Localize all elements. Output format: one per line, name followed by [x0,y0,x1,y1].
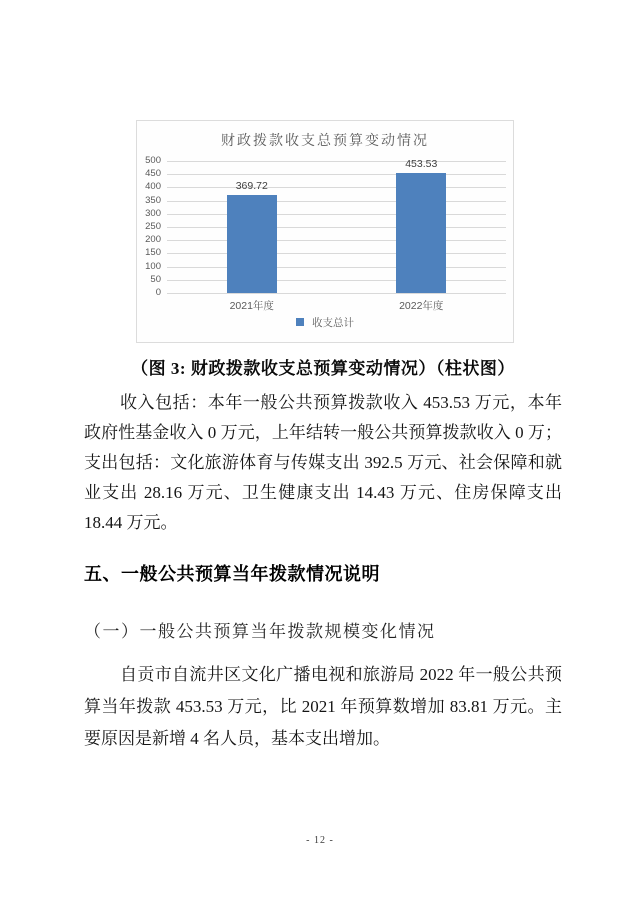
y-axis-tick-label: 400 [145,181,161,193]
bar-value-label: 453.53 [405,158,438,171]
chart-legend [137,315,513,330]
figure-caption: （图 3: 财政拨款收支总预算变动情况）（柱状图） [131,359,515,378]
bar-chart [136,120,514,343]
y-axis-tick-label: 200 [145,234,161,246]
legend-series-label: 收支总计 [311,317,354,329]
x-axis-category-label: 2022年度 [399,300,444,312]
gridline [167,227,506,228]
gridline [167,240,506,241]
legend-color-swatch-icon [296,318,304,326]
subsection-heading: （一）一般公共预算当年拨款规模变化情况 [84,622,436,641]
chart-plot-area [145,155,506,298]
gridline [167,214,506,215]
gridline [167,201,506,202]
bar-2021年度 [227,195,277,293]
y-axis-tick-label: 100 [145,260,161,272]
gridline [167,174,506,175]
y-axis-tick-label: 450 [145,168,161,180]
gridline [167,280,506,281]
paragraph-appropriation-change: 自贡市自流井区文化广播电视和旅游局 2022 年一般公共预算当年拨款 453.53 万元，比 2021 年预算数增加 83.81 万元。主要原因是新增 4 名人员，基本支出增加。 [84,665,562,748]
y-axis-tick-label: 50 [150,273,161,285]
gridline [167,161,506,162]
section-heading: 五、一般公共预算当年拨款情况说明 [84,564,380,584]
chart-title: 财政拨款收支总预算变动情况 [221,132,429,148]
gridline [167,267,506,268]
x-axis-category-label: 2021年度 [229,300,274,312]
y-axis-tick-label: 300 [145,207,161,219]
y-axis-tick-label: 0 [155,287,161,298]
gridline [167,253,506,254]
y-axis-tick-label: 150 [145,247,161,259]
gridline [167,187,506,188]
y-axis-tick-label: 250 [145,221,161,232]
y-axis-tick-label: 350 [145,194,161,206]
paragraph-income-expenditure: 收入包括：本年一般公共预算拨款收入 453.53 万元，本年政府性基金收入 0 万元，上年结转一般公共预算拨款收入 0 万；支出包括：文化旅游体育与传媒支出 392.5 万元、社会保障和就业支出 28.16 万元、卫生健康支出 14.43 万元、住房保障支出 18.44 万元。 [84,393,562,532]
y-axis-tick-label: 500 [145,155,161,166]
bar-value-label: 369.72 [235,180,268,193]
bar-2022年度 [396,173,446,293]
page-number: - 12 - [306,835,334,846]
gridline [167,293,506,294]
